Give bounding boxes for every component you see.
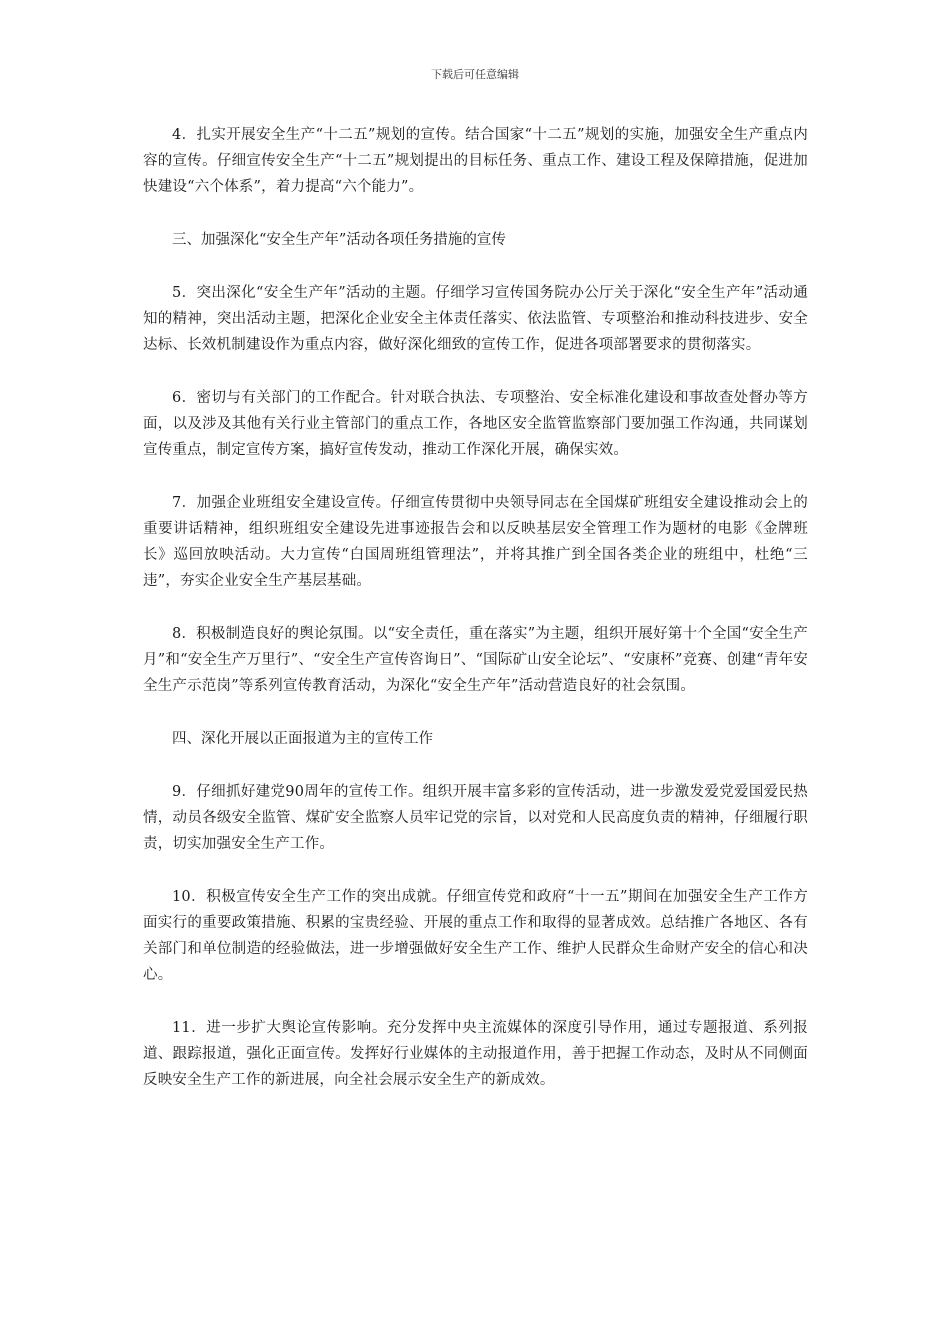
paragraph-10: 10．积极宣传安全生产工作的突出成就。仔细宣传党和政府“十一五”期间在加强安全生产工作方面实行的重要政策措施、积累的宝贵经验、开展的重点工作和取得的显著成效。总结推广各地区、各有关部门和单位制造的经验做法，进一步增强做好安全生产工作、维护人民群众生命财产安全的信心和决心。 <box>143 889 808 983</box>
paragraph-5: 5．突出深化“安全生产年”活动的主题。仔细学习宣传国务院办公厅关于深化“安全生产年”活动通知的精神，突出活动主题，把深化企业安全主体责任落实、依法监管、专项整治和推动科技进步、安全达标、长效机制建设作为重点内容，做好深化细致的宣传工作，促进各项部署要求的贯彻落实。 <box>143 285 808 353</box>
paragraph-7: 7．加强企业班组安全建设宣传。仔细宣传贯彻中央领导同志在全国煤矿班组安全建设推动会上的重要讲话精神，组织班组安全建设先进事迹报告会和以反映基层安全管理工作为题材的电影《金牌班长》巡回放映活动。大力宣传“白国周班组管理法”，并将其推广到全国各类企业的班组中，杜绝“三违”，夯实企业安全生产基层基础。 <box>143 495 808 589</box>
section-heading-3: 三、加强深化“安全生产年”活动各项任务措施的宣传 <box>172 232 506 248</box>
paragraph-6: 6．密切与有关部门的工作配合。针对联合执法、专项整治、安全标准化建设和事故查处督办等方面，以及涉及其他有关行业主管部门的重点工作，各地区安全监管监察部门要加强工作沟通，共同谋划宣传重点，制定宣传方案，搞好宣传发动，推动工作深化开展，确保实效。 <box>143 390 808 458</box>
paragraph-9: 9．仔细抓好建党90周年的宣传工作。组织开展丰富多彩的宣传活动，进一步激发爱党爱国爱民热情，动员各级安全监管、煤矿安全监察人员牢记党的宗旨，以对党和人民高度负责的精神，仔细履行职责，切实加强安全生产工作。 <box>143 784 808 852</box>
paragraph-8: 8．积极制造良好的舆论氛围。以“安全责任，重在落实”为主题，组织开展好第十个全国“安全生产月”和“安全生产万里行”、“安全生产宣传咨询日”、“国际矿山安全论坛”、“安康杯”竞赛、创建“青年安全生产示范岗”等系列宣传教育活动，为深化“安全生产年”活动营造良好的社会氛围。 <box>143 626 808 694</box>
paragraph-11: 11．进一步扩大舆论宣传影响。充分发挥中央主流媒体的深度引导作用，通过专题报道、系列报道、跟踪报道，强化正面宣传。发挥好行业媒体的主动报道作用，善于把握工作动态，及时从不同侧面反映安全生产工作的新进展，向全社会展示安全生产的新成效。 <box>143 1020 808 1088</box>
paragraph-4: 4．扎实开展安全生产“十二五”规划的宣传。结合国家“十二五”规划的实施，加强安全生产重点内容的宣传。仔细宣传安全生产“十二五”规划提出的目标任务、重点工作、建设工程及保障措施，促进加快建设“六个体系”，着力提高“六个能力”。 <box>143 127 808 195</box>
section-heading-4: 四、深化开展以正面报道为主的宣传工作 <box>172 731 433 747</box>
page-header: 下载后可任意编辑 <box>431 68 519 81</box>
document-body <box>143 122 808 1120</box>
